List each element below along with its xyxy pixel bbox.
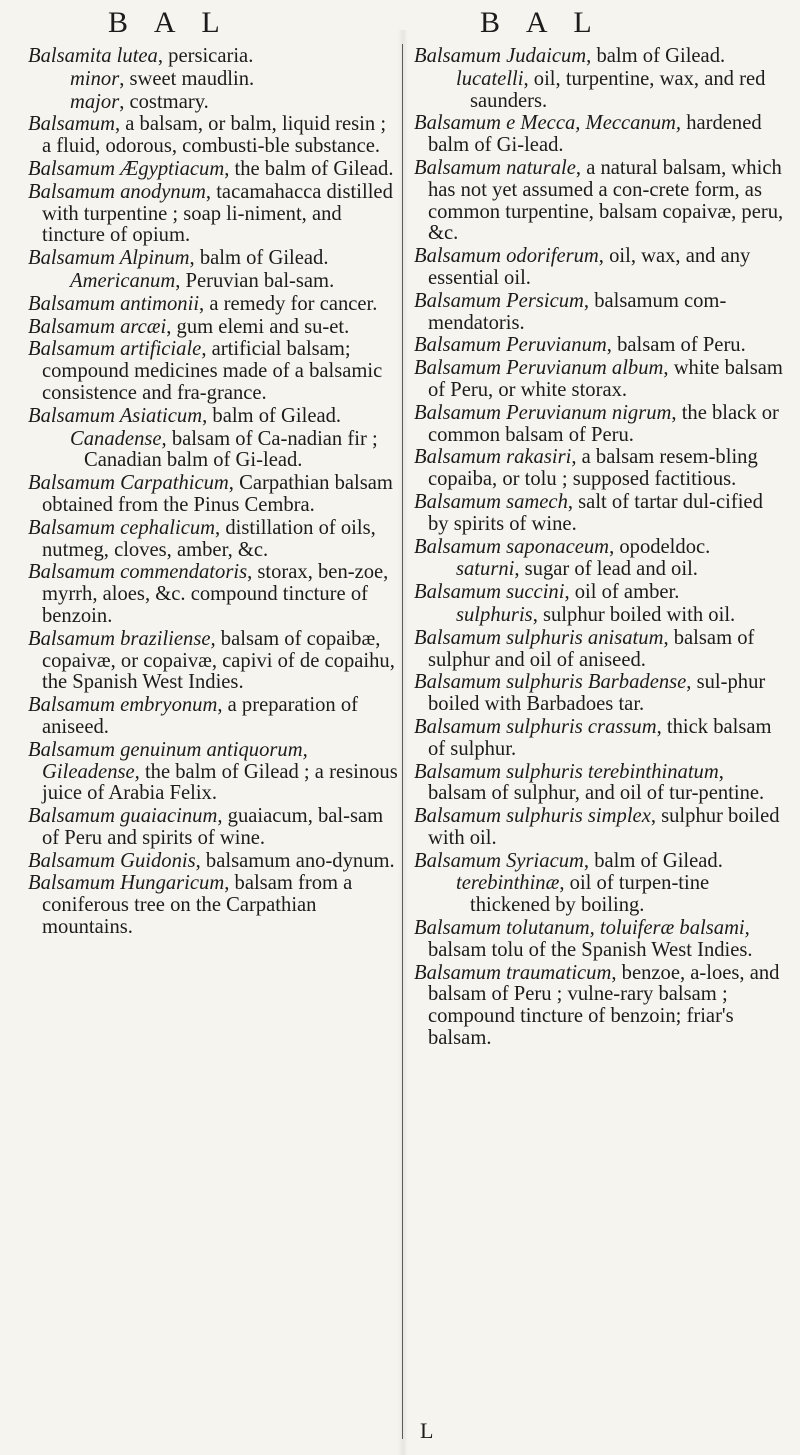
dictionary-entry <box>28 159 400 181</box>
entry-definition: , oil of amber. <box>564 581 680 604</box>
entry-term: Balsamum sulphuris Barbadense <box>414 671 687 694</box>
entry-definition: , a remedy for cancer. <box>199 292 378 315</box>
entry-definition: , storax, ben-zoe, myrrh, aloes, &c. compound tincture of benzoin. <box>42 561 389 627</box>
dictionary-entry <box>28 114 400 158</box>
entry-definition: , guaiacum, bal-sam of Peru and spirits of wine. <box>42 805 384 849</box>
entry-definition: balsam tolu of the Spanish West Indies. <box>428 938 753 961</box>
entry-definition: , artificial balsam; compound medicines made of a balsamic consistence and fra-grance. <box>42 338 383 404</box>
dictionary-entry <box>414 582 786 604</box>
dictionary-entry <box>28 851 400 873</box>
entry-term: Balsamum Peruvianum nigrum <box>414 401 672 424</box>
entry-term: Balsamum embryonum <box>28 694 218 717</box>
left-running-header: B A L <box>108 6 230 39</box>
entry-term: Balsamum Ægyptiacum <box>28 157 225 180</box>
entry-term: lucatelli <box>456 67 524 90</box>
entry-term: Balsamum Asiaticum <box>28 404 203 427</box>
dictionary-entry <box>414 447 786 491</box>
entry-definition: , balsam of sulphur and oil of aniseed. <box>428 626 755 671</box>
entry-term: terebinthinæ <box>456 872 560 895</box>
dictionary-entry <box>414 69 786 113</box>
entry-definition: , persicaria. <box>157 45 254 67</box>
entry-definition: , Carpathian balsam obtained from the Pinus Cembra. <box>42 472 393 516</box>
entry-definition: , thick balsam of sulphur. <box>428 715 772 760</box>
entry-definition: , balsamum ano-dynum. <box>195 849 395 872</box>
entry-term: Balsamum tolutanum, toluiferæ balsami, <box>414 917 750 940</box>
entry-definition: , salt of tartar dul-cified by spirits of wine. <box>428 490 763 535</box>
dictionary-entry <box>414 291 786 335</box>
entry-term: Balsamum Hungaricum <box>28 872 225 895</box>
entry-definition: , opodeldoc. <box>609 535 711 558</box>
entry-term: Balsamum e Mecca, Meccanum, <box>414 112 682 135</box>
column-divider <box>402 44 403 1439</box>
entry-definition: , sweet maudlin. <box>119 67 255 90</box>
entry-definition: , sul-phur boiled with Barbadoes tar. <box>428 671 766 716</box>
entry-definition: , oil, turpentine, wax, and red saunders. <box>470 67 766 112</box>
dictionary-entry <box>28 806 400 850</box>
entry-term: Balsamum guaiacinum <box>28 805 218 828</box>
entry-term: Balsamum Peruvianum <box>414 334 607 357</box>
entry-definition: , Peruvian bal-sam. <box>175 269 335 292</box>
entry-definition: , balm of Gilead. <box>202 404 342 427</box>
entry-definition: , oil of turpen-tine thickened by boiling. <box>470 872 710 917</box>
entry-term: Balsamum samech <box>414 490 568 513</box>
dictionary-entry <box>414 559 786 581</box>
dictionary-entry <box>28 740 400 805</box>
dictionary-entry <box>28 562 400 627</box>
dictionary-entry <box>28 92 400 114</box>
entry-definition: , the black or common balsam of Peru. <box>428 401 779 446</box>
dictionary-entry <box>28 317 400 339</box>
entry-definition: , balsam of Peru. <box>606 334 746 357</box>
signature-mark: L <box>420 1418 434 1443</box>
entry-term: Balsamum rakasiri <box>414 446 572 469</box>
entry-term: Balsamum Peruvianum album <box>414 357 664 380</box>
dictionary-entry <box>414 672 786 716</box>
entry-definition: , a balsam, or balm, liquid resin ; a fluid, odorous, combusti-ble substance. <box>42 113 387 158</box>
dictionary-entry <box>414 918 786 962</box>
entry-definition: , balm of Gilead. <box>586 45 726 67</box>
dictionary-entry <box>414 762 786 806</box>
entry-term: saturni <box>456 558 515 581</box>
dictionary-entry <box>28 629 400 694</box>
entry-definition: , sulphur boiled with oil. <box>428 805 780 849</box>
dictionary-entry <box>414 605 786 627</box>
entry-term: Balsamum cephalicum <box>28 516 216 539</box>
entry-definition: balsam of copaibæ, copaivæ, or copaivæ, capivi of de copaihu, the Spanish West Indies. <box>42 627 395 694</box>
entry-definition: , balsam of sulphur, and oil of tur-pentine. <box>428 760 765 805</box>
entry-term: Balsamum arcæi <box>28 315 167 338</box>
entry-term: Balsamum succini <box>414 581 565 604</box>
entry-term: Balsamum Judaicum <box>414 45 587 67</box>
dictionary-entry <box>28 473 400 517</box>
entry-definition: , balm of Gilead. <box>189 247 329 270</box>
dictionary-entry <box>414 113 786 157</box>
entry-definition: , sulphur boiled with oil. <box>532 603 736 626</box>
entry-definition: , balsamum com-mendatoris. <box>428 289 727 334</box>
dictionary-entry <box>414 537 786 559</box>
dictionary-entry <box>414 806 786 850</box>
dictionary-entry <box>28 69 400 91</box>
entry-definition: hardened balm of Gi-lead. <box>428 112 762 157</box>
dictionary-entry <box>28 406 400 428</box>
entry-term: Balsamum <box>28 113 115 136</box>
entry-definition: , gum elemi and su-et. <box>166 315 350 338</box>
dictionary-entry <box>414 246 786 290</box>
dictionary-entry <box>414 358 786 402</box>
dictionary-entry <box>414 403 786 447</box>
dictionary-entry <box>28 271 400 293</box>
entry-definition: , benzoe, a-loes, and balsam of Peru ; vulne-rary balsam ; compound tincture of benzoin; friar's balsam. <box>428 961 780 1050</box>
entry-term: Balsamum anodynum <box>28 180 206 203</box>
dictionary-entry <box>414 963 786 1050</box>
entry-term: Balsamum artificiale <box>28 338 202 361</box>
entry-term: Balsamum commendatoris <box>28 561 248 584</box>
entry-term: Balsamum Carpathicum <box>28 472 229 495</box>
entry-term: Balsamum Guidonis <box>28 849 196 872</box>
entry-definition: , costmary. <box>119 90 209 113</box>
entry-term: Balsamum antimonii <box>28 292 200 315</box>
entry-term: Balsamum odoriferum <box>414 245 599 268</box>
dictionary-entry <box>28 294 400 316</box>
dictionary-entry <box>28 339 400 404</box>
dictionary-entry <box>414 873 786 917</box>
dictionary-entry <box>414 492 786 536</box>
entry-term: major <box>70 90 120 113</box>
entry-definition: , tacamahacca distilled with turpentine ; soap li-niment, and tincture of opium. <box>42 180 393 247</box>
right-running-header: B A L <box>480 6 602 39</box>
entry-term: Balsamum genuinum antiquorum, Gileadense, <box>28 738 308 783</box>
entry-term: sulphuris <box>456 603 533 626</box>
entry-term: Balsamum braziliense, <box>28 627 216 650</box>
right-column <box>414 46 786 1051</box>
entry-term: Balsamum naturale <box>414 156 576 179</box>
dictionary-entry <box>414 628 786 672</box>
entry-term: Balsamita lutea <box>28 45 158 67</box>
dictionary-entry <box>414 335 786 357</box>
entry-term: minor <box>70 67 120 90</box>
dictionary-entry <box>28 429 400 473</box>
entry-term: Balsamum saponaceum <box>414 535 610 558</box>
entry-term: Balsamum sulphuris simplex <box>414 805 651 828</box>
entry-definition: , sugar of lead and oil. <box>514 558 698 581</box>
dictionary-entry <box>414 717 786 761</box>
entry-definition: , balsam from a coniferous tree on the Carpathian mountains. <box>42 872 353 939</box>
dictionary-entry <box>28 182 400 247</box>
entry-definition: , balsam of Ca-nadian fir ; Canadian balm of Gi-lead. <box>84 427 378 472</box>
entry-term: Balsamum traumaticum <box>414 961 612 984</box>
dictionary-entry <box>28 695 400 739</box>
dictionary-entry <box>414 46 786 68</box>
dictionary-entry <box>28 873 400 938</box>
entry-term: Balsamum Alpinum <box>28 247 190 270</box>
entry-definition: , distillation of oils, nutmeg, cloves, amber, &c. <box>42 516 376 561</box>
dictionary-entry <box>28 248 400 270</box>
entry-term: Canadense <box>70 427 162 450</box>
entry-term: Balsamum Syriacum <box>414 849 584 872</box>
entry-definition: , balm of Gilead. <box>583 849 723 872</box>
entry-definition: , a natural balsam, which has not yet assumed a con-crete form, as common turpentine, balsam copaivæ, peru, &c. <box>428 156 784 245</box>
dictionary-entry <box>28 518 400 562</box>
entry-term: Balsamum sulphuris terebinthinatum <box>414 760 719 783</box>
entry-definition: , a preparation of aniseed. <box>42 694 358 738</box>
entry-term: Balsamum Persicum <box>414 289 584 312</box>
entry-term: Americanum <box>70 269 176 292</box>
dictionary-entry <box>414 158 786 245</box>
entry-definition: , the balm of Gilead. <box>224 157 394 180</box>
entry-definition: , oil, wax, and any essential oil. <box>428 245 751 289</box>
entry-term: Balsamum sulphuris anisatum <box>414 626 664 649</box>
entry-term: Balsamum sulphuris crassum <box>414 715 657 738</box>
left-column <box>28 46 400 940</box>
dictionary-entry <box>28 46 400 68</box>
entry-definition: , a balsam resem-bling copaiba, or tolu ; supposed factitious. <box>428 446 758 491</box>
entry-definition: the balm of Gilead ; a resinous juice of Arabia Felix. <box>42 760 398 805</box>
dictionary-entry <box>414 851 786 873</box>
entry-definition: , white balsam of Peru, or white storax. <box>428 357 783 401</box>
